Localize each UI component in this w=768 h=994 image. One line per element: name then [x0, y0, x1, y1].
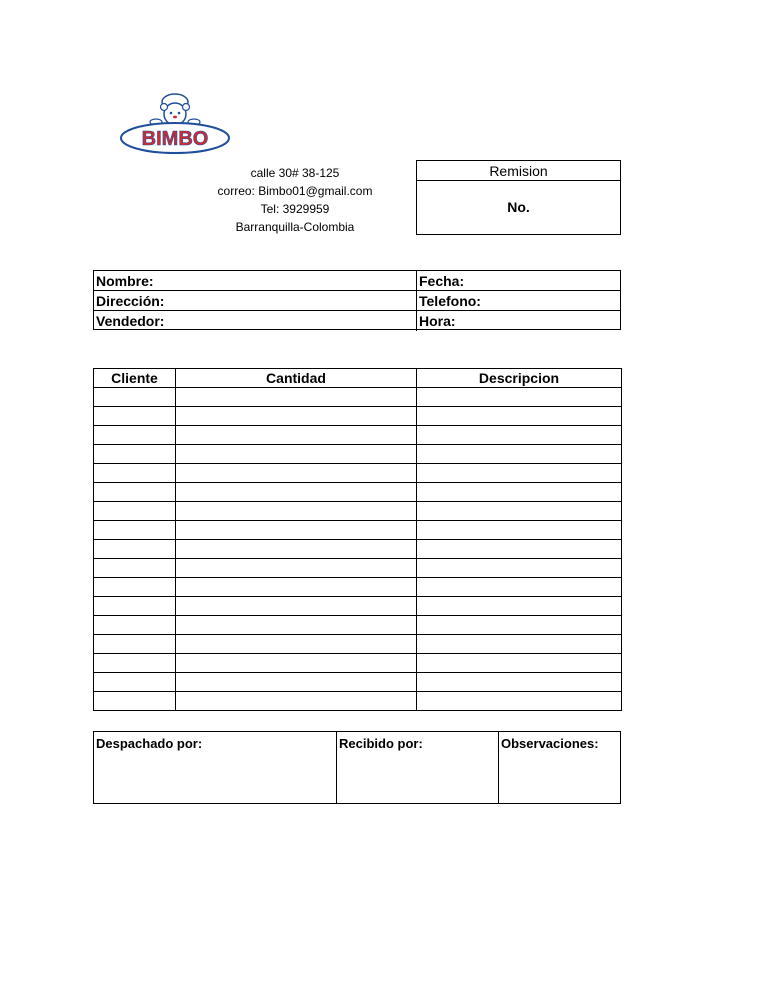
cantidad-cell[interactable]	[176, 559, 417, 578]
header-descripcion: Descripcion	[417, 369, 622, 388]
table-row	[94, 597, 622, 616]
items-body	[94, 388, 622, 711]
descripcion-cell[interactable]	[417, 654, 622, 673]
signature-table	[93, 731, 621, 804]
bimbo-logo	[120, 92, 230, 156]
descripcion-cell[interactable]	[417, 464, 622, 483]
cliente-cell[interactable]	[94, 521, 176, 540]
table-row	[94, 407, 622, 426]
descripcion-cell[interactable]	[417, 578, 622, 597]
cliente-cell[interactable]	[94, 635, 176, 654]
descripcion-cell[interactable]	[417, 673, 622, 692]
table-row	[94, 616, 622, 635]
descripcion-cell[interactable]	[417, 521, 622, 540]
cliente-cell[interactable]	[94, 616, 176, 635]
table-row	[94, 540, 622, 559]
nombre-field[interactable]: Nombre:	[94, 271, 417, 291]
cantidad-cell[interactable]	[176, 692, 417, 711]
cliente-cell[interactable]	[94, 445, 176, 464]
fecha-field[interactable]: Fecha:	[419, 273, 465, 289]
table-row	[94, 559, 622, 578]
cantidad-cell[interactable]	[176, 578, 417, 597]
remision-number-label: No.	[507, 199, 530, 215]
cliente-cell[interactable]	[94, 559, 176, 578]
table-row	[94, 426, 622, 445]
company-email: correo: Bimbo01@gmail.com	[217, 184, 373, 198]
cliente-cell[interactable]	[94, 578, 176, 597]
svg-text:BIMBO: BIMBO	[141, 128, 209, 150]
company-city: Barranquilla-Colombia	[235, 220, 355, 234]
table-row	[94, 521, 622, 540]
cantidad-cell[interactable]	[176, 388, 417, 407]
company-phone: Tel: 3929959	[260, 202, 330, 216]
descripcion-cell[interactable]	[417, 483, 622, 502]
table-row	[94, 635, 622, 654]
cantidad-cell[interactable]	[176, 426, 417, 445]
descripcion-cell[interactable]	[417, 692, 622, 711]
info-row	[94, 311, 620, 331]
cantidad-cell[interactable]	[176, 521, 417, 540]
table-row	[94, 483, 622, 502]
descripcion-cell[interactable]	[417, 388, 622, 407]
table-row	[94, 654, 622, 673]
items-header-row	[94, 369, 622, 388]
telefono-field[interactable]: Telefono:	[419, 293, 481, 309]
cantidad-cell[interactable]	[176, 464, 417, 483]
remision-title: Remision	[417, 161, 620, 181]
cantidad-cell[interactable]	[176, 502, 417, 521]
cantidad-cell[interactable]	[176, 445, 417, 464]
descripcion-cell[interactable]	[417, 445, 622, 464]
descripcion-cell[interactable]	[417, 502, 622, 521]
remision-box	[416, 160, 621, 235]
cliente-cell[interactable]	[94, 540, 176, 559]
descripcion-cell[interactable]	[417, 635, 622, 654]
bimbo-bear-icon	[120, 92, 230, 156]
descripcion-cell[interactable]	[417, 426, 622, 445]
cliente-cell[interactable]	[94, 673, 176, 692]
table-row	[94, 673, 622, 692]
table-row	[94, 445, 622, 464]
cantidad-cell[interactable]	[176, 654, 417, 673]
cliente-cell[interactable]	[94, 388, 176, 407]
cliente-cell[interactable]	[94, 407, 176, 426]
table-row	[94, 692, 622, 711]
info-row	[94, 291, 620, 311]
cliente-cell[interactable]	[94, 483, 176, 502]
descripcion-cell[interactable]	[417, 407, 622, 426]
cantidad-cell[interactable]	[176, 597, 417, 616]
header-cliente: Cliente	[94, 369, 176, 388]
cliente-cell[interactable]	[94, 426, 176, 445]
observaciones-field[interactable]: Observaciones:	[501, 736, 599, 751]
despachado-field[interactable]: Despachado por:	[94, 732, 337, 803]
table-row	[94, 464, 622, 483]
direccion-field[interactable]: Dirección:	[94, 291, 417, 311]
descripcion-cell[interactable]	[417, 540, 622, 559]
cliente-cell[interactable]	[94, 502, 176, 521]
cliente-cell[interactable]	[94, 692, 176, 711]
table-row	[94, 502, 622, 521]
items-table	[93, 368, 622, 711]
info-table	[93, 270, 621, 330]
table-row	[94, 578, 622, 597]
descripcion-cell[interactable]	[417, 616, 622, 635]
cantidad-cell[interactable]	[176, 483, 417, 502]
cantidad-cell[interactable]	[176, 407, 417, 426]
cantidad-cell[interactable]	[176, 616, 417, 635]
cantidad-cell[interactable]	[176, 635, 417, 654]
cantidad-cell[interactable]	[176, 540, 417, 559]
cliente-cell[interactable]	[94, 464, 176, 483]
cantidad-cell[interactable]	[176, 673, 417, 692]
descripcion-cell[interactable]	[417, 597, 622, 616]
cliente-cell[interactable]	[94, 654, 176, 673]
info-row	[94, 271, 620, 291]
recibido-field[interactable]: Recibido por:	[337, 732, 499, 803]
cliente-cell[interactable]	[94, 597, 176, 616]
vendedor-field[interactable]: Vendedor:	[94, 311, 417, 331]
descripcion-cell[interactable]	[417, 559, 622, 578]
company-address: calle 30# 38-125	[250, 166, 340, 180]
hora-field[interactable]: Hora:	[419, 313, 456, 329]
header-cantidad: Cantidad	[176, 369, 417, 388]
table-row	[94, 388, 622, 407]
